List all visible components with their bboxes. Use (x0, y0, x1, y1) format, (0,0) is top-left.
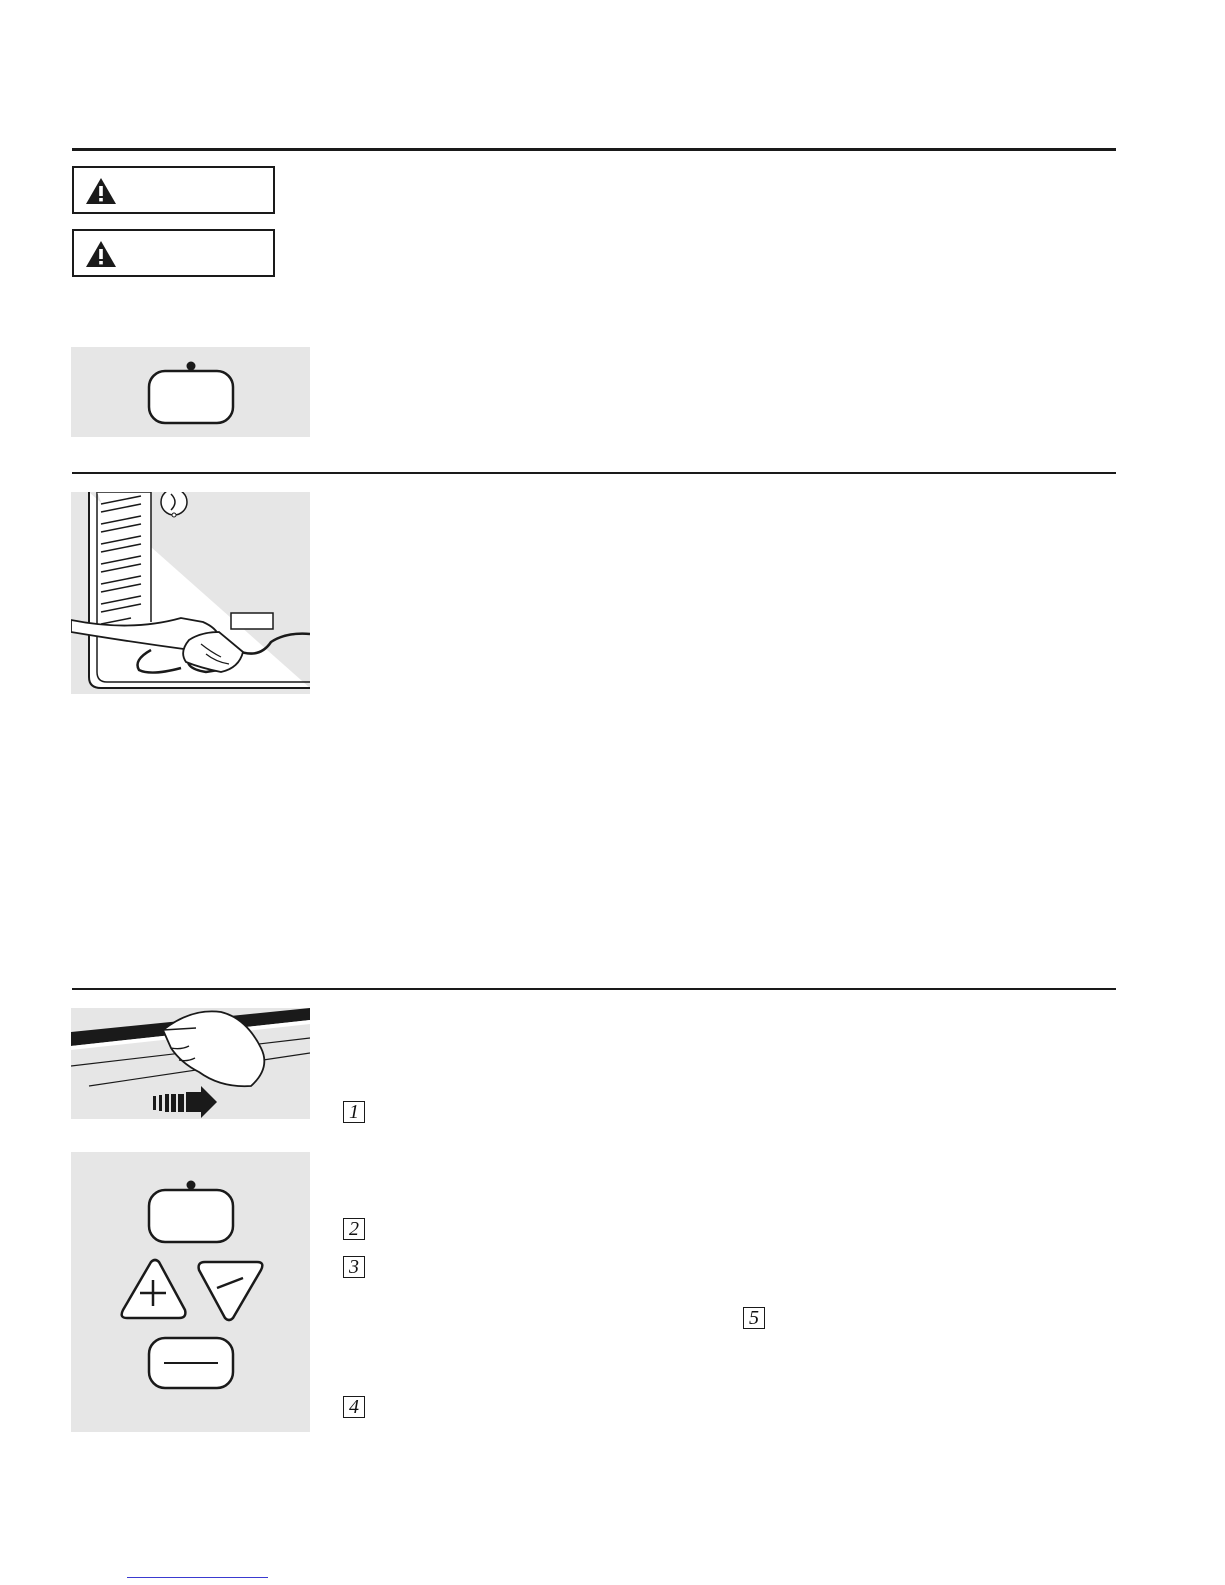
oven-control-pad-button-icon (71, 347, 310, 437)
step-number-4: 4 (343, 1396, 365, 1418)
footer-link-underline[interactable] (127, 1577, 268, 1578)
warning-box-2 (72, 229, 275, 277)
step-number-2: 2 (343, 1218, 365, 1240)
control-pad-group (71, 1152, 310, 1432)
section-rule-2 (72, 472, 1116, 474)
hand-wiping-oven-icon (71, 492, 310, 694)
oven-interior-illustration (71, 492, 310, 694)
door-latch-illustration (71, 1008, 310, 1119)
start-pad-icon (149, 1338, 233, 1388)
warning-triangle-icon (84, 239, 118, 269)
step-number-1: 1 (343, 1101, 365, 1123)
step-number-3: 3 (343, 1256, 365, 1278)
minus-arrow-pad-icon (199, 1262, 263, 1320)
control-pad-panel-1 (71, 347, 310, 437)
control-pad-panel-2 (71, 1152, 310, 1432)
hand-sliding-latch-icon (71, 1008, 310, 1119)
top-rule (72, 148, 1116, 151)
step-number-5: 5 (743, 1307, 765, 1329)
plus-arrow-pad-icon (122, 1260, 186, 1318)
warning-triangle-icon (84, 176, 118, 206)
oven-control-pad-button-icon (149, 1181, 233, 1243)
warning-box-1 (72, 166, 275, 214)
section-rule-3 (72, 988, 1116, 990)
